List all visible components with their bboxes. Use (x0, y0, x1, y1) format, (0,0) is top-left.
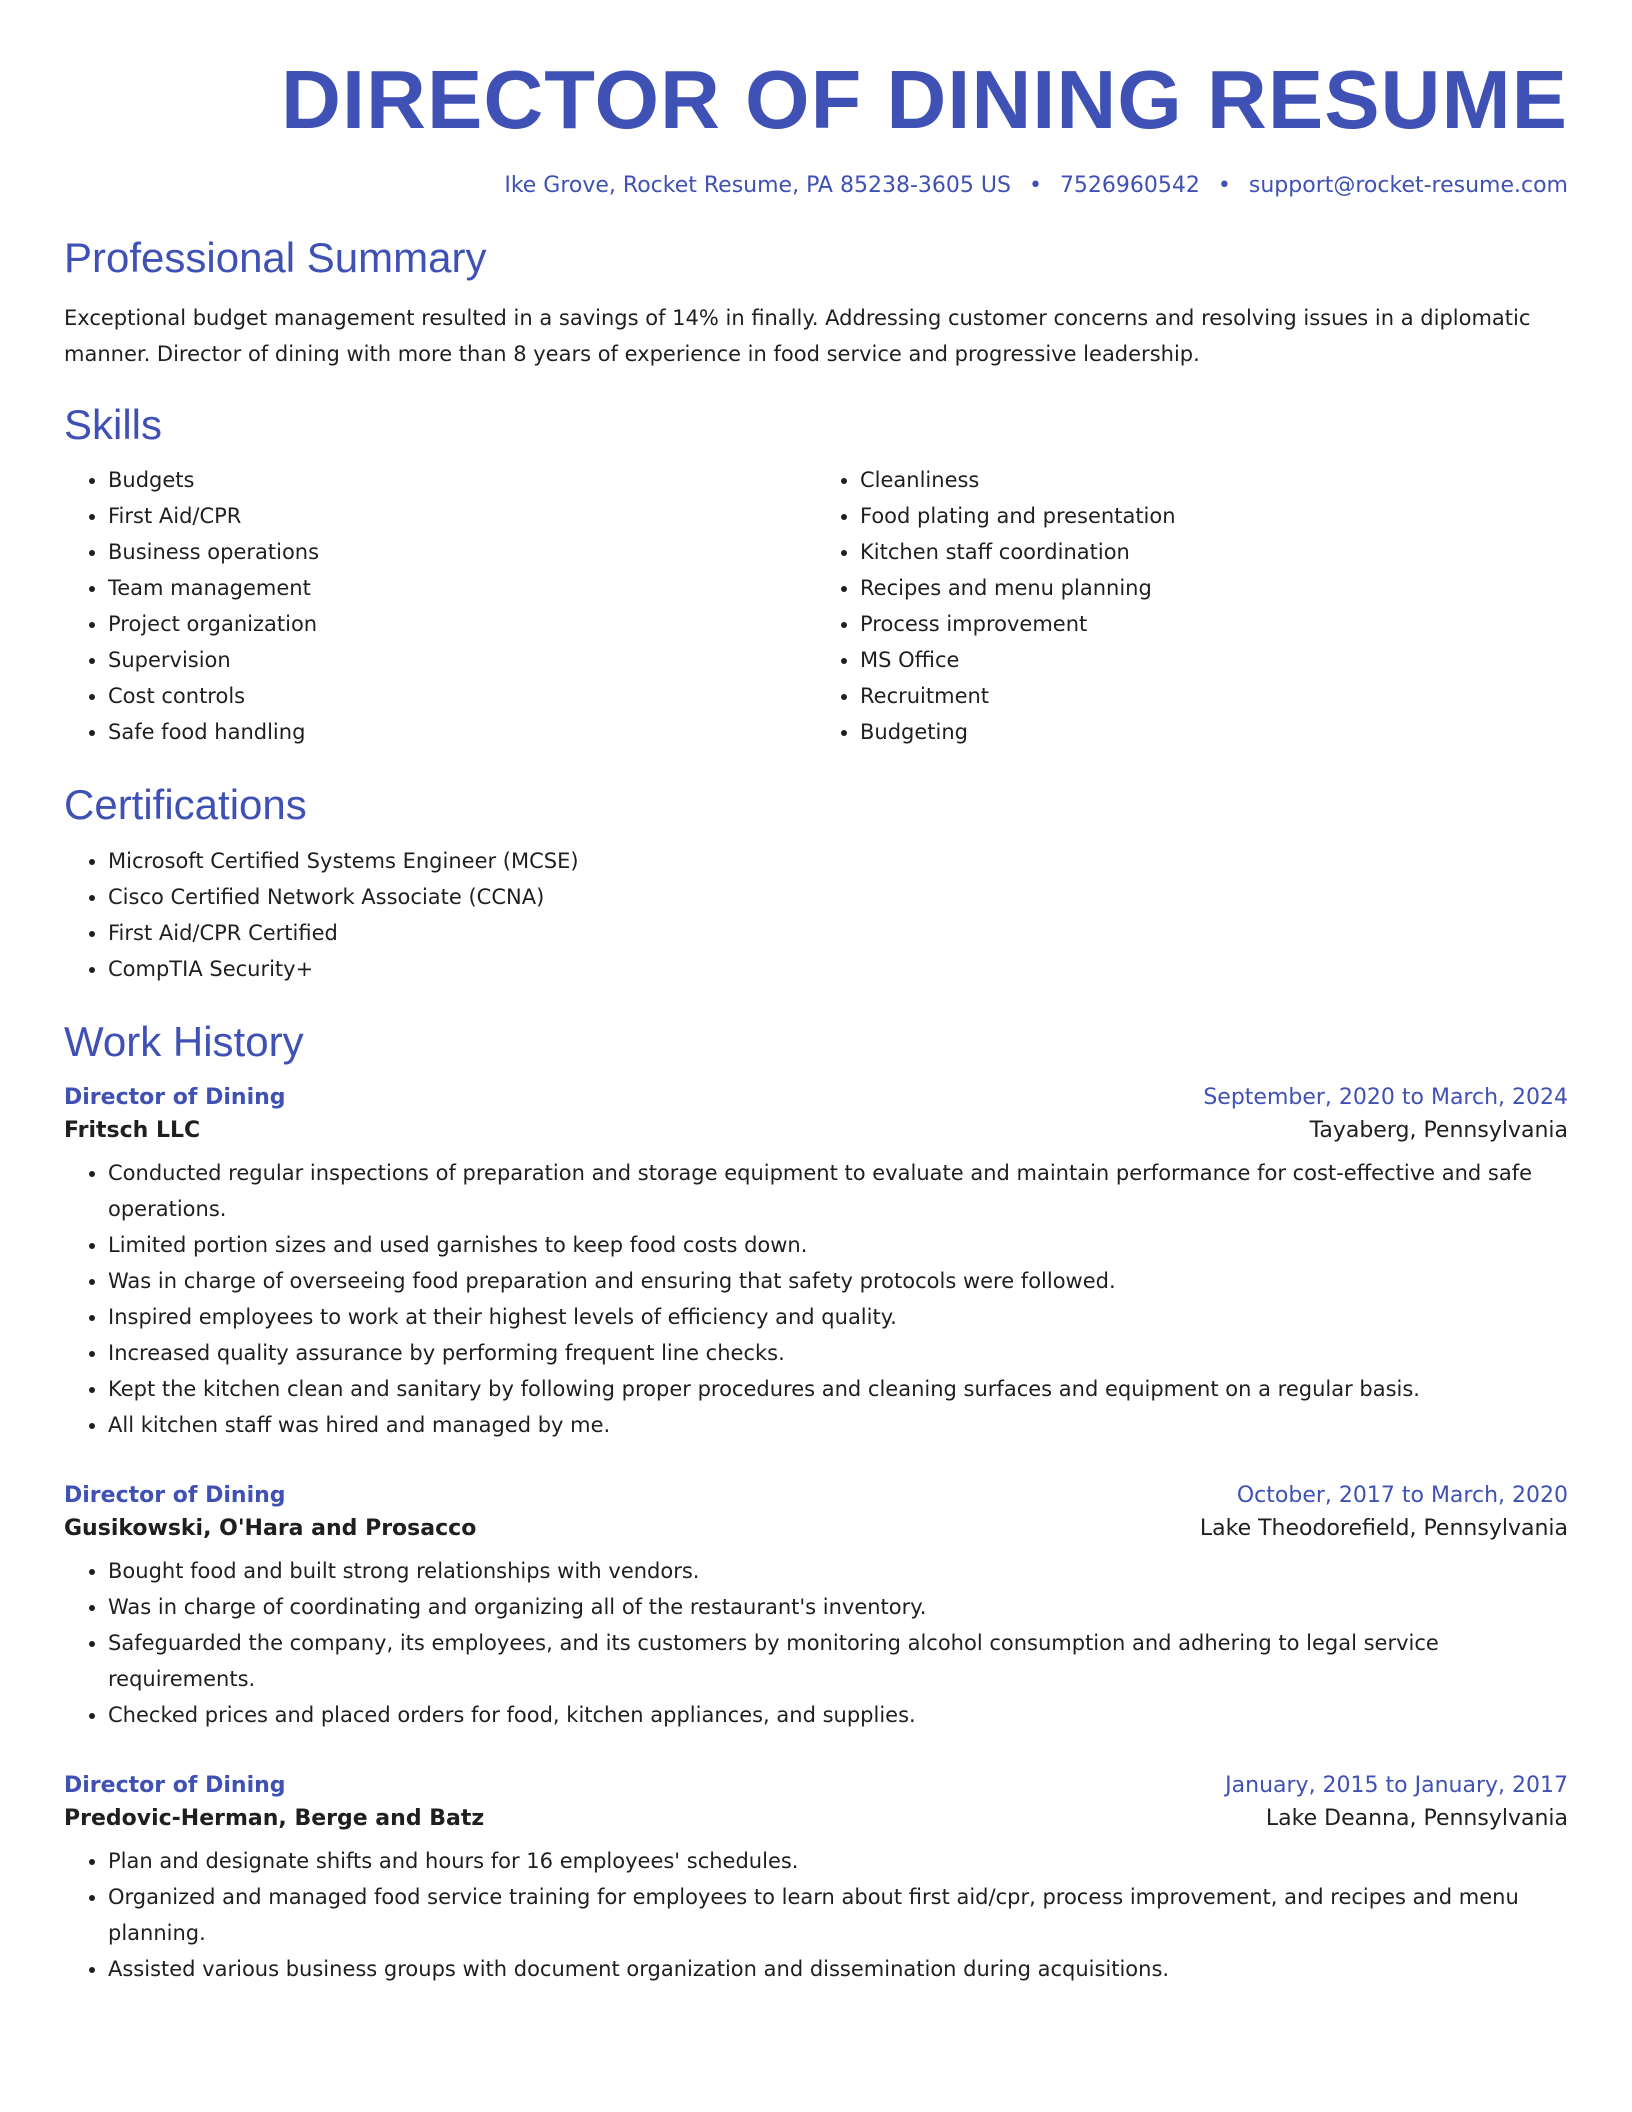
job-location: Lake Deanna, Pennsylvania (1265, 1805, 1568, 1831)
skill-item: • Food plating and presentation (860, 498, 1568, 534)
skill-item: • Budgets (108, 462, 816, 498)
certification-item: • First Aid/CPR Certified (108, 915, 1568, 951)
professional-summary-section (64, 233, 1568, 371)
summary-text: Exceptional budget management resulted in a savings of 14% in finally. Addressing customer concerns and resolving issues in a diplomatic manner. Director of dining with more than 8 years of experience in food service and progressive leadership. (64, 305, 1531, 366)
job-bullet: • Conducted regular inspections of preparation and storage equipment to evaluate and maintain performance for cost-effective and safe operations. (108, 1155, 1568, 1227)
job-company-row (64, 1516, 1568, 1541)
section-heading-certifications: Certifications (64, 781, 307, 829)
job-bullet: • Limited portion sizes and used garnishes to keep food costs down. (108, 1227, 1568, 1263)
job-bullet: • Plan and designate shifts and hours for 16 employees' schedules. (108, 1843, 1568, 1879)
work-history-section (64, 1017, 1568, 1987)
skill-item: • Kitchen staff coordination (860, 534, 1568, 570)
skill-item: • Recruitment (860, 678, 1568, 714)
job-location: Lake Theodorefield, Pennsylvania (1199, 1515, 1568, 1541)
certification-item: • Cisco Certified Network Associate (CCNA) (108, 879, 1568, 915)
job-bullet: • Was in charge of overseeing food preparation and ensuring that safety protocols were followed. (108, 1263, 1568, 1299)
skill-item: • Safe food handling (108, 714, 816, 750)
contact-phone[interactable]: 7526960542 (1059, 173, 1200, 198)
job-entry (64, 1483, 1568, 1733)
job-bullets (64, 1155, 1568, 1443)
skills-section (64, 400, 1568, 750)
certifications-list (64, 843, 1568, 987)
job-bullet: • All kitchen staff was hired and managed by me. (108, 1407, 1568, 1443)
job-bullet: • Inspired employees to work at their highest levels of efficiency and quality. (108, 1299, 1568, 1335)
section-heading-summary: Professional Summary (64, 234, 487, 282)
job-header-row (64, 1483, 1568, 1508)
contact-separator: • (1217, 173, 1231, 198)
contact-email[interactable]: support@rocket-resume.com (1248, 173, 1568, 198)
skills-columns (64, 462, 1568, 750)
job-title: Director of Dining (64, 1772, 286, 1798)
job-bullet: • Increased quality assurance by performing frequent line checks. (108, 1335, 1568, 1371)
job-title: Director of Dining (64, 1084, 286, 1110)
skill-item: • Process improvement (860, 606, 1568, 642)
skill-item: • Business operations (108, 534, 816, 570)
job-bullet: • Safeguarded the company, its employees, and its customers by monitoring alcohol consumption and adhering to legal service requirements. (108, 1625, 1568, 1697)
skill-item: • Cleanliness (860, 462, 1568, 498)
job-location: Tayaberg, Pennsylvania (1309, 1117, 1568, 1143)
skills-list-left (64, 462, 816, 750)
job-bullet: • Was in charge of coordinating and organizing all of the restaurant's inventory. (108, 1589, 1568, 1625)
job-company-row (64, 1118, 1568, 1143)
jobs-container (64, 1085, 1568, 1987)
job-bullet: • Bought food and built strong relationships with vendors. (108, 1553, 1568, 1589)
section-heading-skills: Skills (64, 400, 163, 448)
job-bullet: • Kept the kitchen clean and sanitary by following proper procedures and cleaning surfaces and equipment on a regular basis. (108, 1371, 1568, 1407)
job-company: Predovic-Herman, Berge and Batz (64, 1805, 485, 1831)
contact-separator: • (1028, 173, 1042, 198)
certification-item: • CompTIA Security+ (108, 951, 1568, 987)
certifications-section (64, 780, 1568, 986)
job-bullet: • Checked prices and placed orders for food, kitchen appliances, and supplies. (108, 1697, 1568, 1733)
job-title: Director of Dining (64, 1482, 286, 1508)
job-bullets (64, 1843, 1568, 1987)
job-company-row (64, 1806, 1568, 1831)
job-dates: October, 2017 to March, 2020 (1236, 1482, 1568, 1508)
skill-item: • Budgeting (860, 714, 1568, 750)
certification-item: • Microsoft Certified Systems Engineer (MCSE) (108, 843, 1568, 879)
job-entry (64, 1773, 1568, 1987)
resume-title: DIRECTOR OF DINING RESUME (281, 53, 1568, 146)
skill-item: • Team management (108, 570, 816, 606)
skill-item: • Recipes and menu planning (860, 570, 1568, 606)
skill-item: • First Aid/CPR (108, 498, 816, 534)
job-entry (64, 1085, 1568, 1443)
contact-line (64, 173, 1568, 199)
job-bullets (64, 1553, 1568, 1733)
skill-item: • Cost controls (108, 678, 816, 714)
section-heading-work-history: Work History (64, 1017, 304, 1065)
job-bullet: • Organized and managed food service training for employees to learn about first aid/cpr, process improvement, and recipes and menu planning. (108, 1879, 1568, 1951)
job-bullet: • Assisted various business groups with document organization and dissemination during acquisitions. (108, 1951, 1568, 1987)
skill-item: • MS Office (860, 642, 1568, 678)
job-company: Gusikowski, O'Hara and Prosacco (64, 1515, 477, 1541)
job-dates: September, 2020 to March, 2024 (1203, 1084, 1568, 1110)
skill-item: • Supervision (108, 642, 816, 678)
skill-item: • Project organization (108, 606, 816, 642)
job-header-row (64, 1773, 1568, 1798)
job-dates: January, 2015 to January, 2017 (1225, 1772, 1568, 1798)
skills-list-right (816, 462, 1568, 750)
job-header-row (64, 1085, 1568, 1110)
contact-address: Ike Grove, Rocket Resume, PA 85238-3605 US (504, 173, 1011, 198)
job-company: Fritsch LLC (64, 1117, 201, 1143)
